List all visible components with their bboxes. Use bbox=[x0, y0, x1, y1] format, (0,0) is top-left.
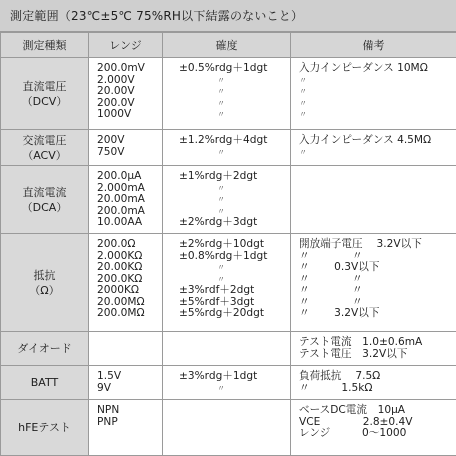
remark-text: テスト電圧 3.2V以下 bbox=[299, 349, 452, 361]
remarks-cell bbox=[291, 400, 456, 456]
ditto-mark: 〃 bbox=[171, 383, 286, 395]
range-value: 200.0KΩ bbox=[97, 274, 158, 286]
range-value: 20.00MΩ bbox=[97, 297, 158, 309]
accuracy-cell bbox=[163, 366, 291, 400]
accuracy-cell bbox=[163, 58, 291, 130]
remark-text: 〃 〃 bbox=[299, 285, 452, 297]
measurement-type-label: ダイオード bbox=[1, 341, 88, 356]
range-value: 2.000V bbox=[97, 75, 158, 87]
measurement-type-label: 交流電圧 bbox=[1, 133, 88, 148]
range-cell bbox=[89, 400, 163, 456]
range-value: PNP bbox=[97, 417, 158, 429]
measurement-type-label: BATT bbox=[1, 375, 88, 390]
remarks-cell bbox=[291, 58, 456, 130]
range-value: 200V bbox=[97, 135, 158, 147]
range-value: 200.0μA bbox=[97, 171, 158, 183]
row-hfe bbox=[1, 400, 456, 456]
accuracy-value: ±5%rdg＋20dgt bbox=[171, 308, 286, 320]
remark-text: 〃 1.5kΩ bbox=[299, 383, 452, 395]
accuracy-cell bbox=[163, 400, 291, 456]
measurement-type-label: （Ω） bbox=[1, 283, 88, 298]
accuracy-value: ±3%rdf＋2dgt bbox=[171, 285, 286, 297]
accuracy-value: ±0.8%rdg＋1dgt bbox=[171, 251, 286, 263]
remark-text: VCE 2.8±0.4V bbox=[299, 417, 452, 429]
remark-text: 入力インピーダンス 10MΩ bbox=[299, 63, 452, 75]
measurement-type-label: （DCA） bbox=[1, 200, 88, 215]
row-resistance bbox=[1, 234, 456, 332]
range-value: 1000V bbox=[97, 109, 158, 121]
accuracy-value: ±1.2%rdg＋4dgt bbox=[171, 135, 286, 147]
header-type: 測定種類 bbox=[1, 33, 89, 58]
range-cell bbox=[89, 366, 163, 400]
header-accuracy: 確度 bbox=[163, 33, 291, 58]
range-value: 20.00KΩ bbox=[97, 262, 158, 274]
measurement-type-label: 直流電圧 bbox=[1, 79, 88, 94]
row-acv bbox=[1, 130, 456, 166]
range-value: 20.00mA bbox=[97, 194, 158, 206]
measurement-type-cell bbox=[1, 400, 89, 456]
row-batt bbox=[1, 366, 456, 400]
measurement-type-label: 直流電流 bbox=[1, 185, 88, 200]
ditto-mark: 〃 bbox=[171, 86, 286, 98]
accuracy-cell bbox=[163, 130, 291, 166]
remarks-cell bbox=[291, 332, 456, 366]
remarks-cell bbox=[291, 130, 456, 166]
measurement-type-label: hFEテスト bbox=[1, 420, 88, 435]
range-value: 9V bbox=[97, 383, 158, 395]
range-value: 200.0Ω bbox=[97, 239, 158, 251]
row-dca bbox=[1, 166, 456, 234]
ditto-mark: 〃 bbox=[171, 183, 286, 195]
ditto-mark: 〃 bbox=[171, 274, 286, 286]
remark-text: レンジ 0〜1000 bbox=[299, 428, 452, 440]
ditto-mark: 〃 bbox=[299, 109, 452, 121]
accuracy-value: ±1%rdg＋2dgt bbox=[171, 171, 286, 183]
row-diode bbox=[1, 332, 456, 366]
accuracy-value: ±2%rdg＋10dgt bbox=[171, 239, 286, 251]
range-value: 1.5V bbox=[97, 371, 158, 383]
ditto-mark: 〃 bbox=[299, 86, 452, 98]
measurement-type-cell bbox=[1, 130, 89, 166]
measurement-type-label: （ACV） bbox=[1, 148, 88, 163]
ditto-mark: 〃 bbox=[171, 98, 286, 110]
range-value: 750V bbox=[97, 147, 158, 159]
accuracy-cell bbox=[163, 234, 291, 332]
range-cell bbox=[89, 58, 163, 130]
ditto-mark: 〃 bbox=[171, 109, 286, 121]
remark-text: 〃 0.3V以下 bbox=[299, 262, 452, 274]
remark-text: テスト電流 1.0±0.6mA bbox=[299, 337, 452, 349]
table-caption: 測定範囲（23℃±5℃ 75%RH以下結露のないこと） bbox=[0, 0, 456, 32]
ditto-mark: 〃 bbox=[299, 98, 452, 110]
measurement-type-label: （DCV） bbox=[1, 94, 88, 109]
range-value: 200.0MΩ bbox=[97, 308, 158, 320]
remark-text: 入力インピーダンス 4.5MΩ bbox=[299, 135, 452, 147]
remark-text: 〃 3.2V以下 bbox=[299, 308, 452, 320]
remark-text: 〃 〃 bbox=[299, 274, 452, 286]
measurement-type-cell bbox=[1, 58, 89, 130]
ditto-mark: 〃 bbox=[171, 194, 286, 206]
range-value: 200.0V bbox=[97, 98, 158, 110]
remarks-cell bbox=[291, 166, 456, 234]
measurement-type-cell bbox=[1, 366, 89, 400]
header-remarks: 備考 bbox=[291, 33, 456, 58]
accuracy-value: ±0.5%rdg＋1dgt bbox=[171, 63, 286, 75]
remark-text: 開放端子電圧 3.2V以下 bbox=[299, 239, 452, 251]
ditto-mark: 〃 bbox=[171, 147, 286, 159]
measurement-type-cell bbox=[1, 234, 89, 332]
remark-text: 〃 〃 bbox=[299, 251, 452, 263]
remark-text: 〃 〃 bbox=[299, 297, 452, 309]
remark-text: 負荷抵抗 7.5Ω bbox=[299, 371, 452, 383]
range-value: NPN bbox=[97, 405, 158, 417]
measurement-type-label: 抵抗 bbox=[1, 268, 88, 283]
measurement-type-cell bbox=[1, 166, 89, 234]
range-value: 200.0mA bbox=[97, 206, 158, 218]
row-dcv bbox=[1, 58, 456, 130]
range-value: 2000KΩ bbox=[97, 285, 158, 297]
range-value: 2.000KΩ bbox=[97, 251, 158, 263]
ditto-mark: 〃 bbox=[299, 75, 452, 87]
accuracy-value: ±2%rdg＋3dgt bbox=[171, 217, 286, 229]
header-range: レンジ bbox=[89, 33, 163, 58]
range-cell bbox=[89, 332, 163, 366]
remarks-cell bbox=[291, 366, 456, 400]
measurement-type-cell bbox=[1, 332, 89, 366]
range-value: 200.0mV bbox=[97, 63, 158, 75]
range-cell bbox=[89, 166, 163, 234]
ditto-mark: 〃 bbox=[299, 147, 452, 159]
range-value: 10.00AA bbox=[97, 217, 158, 229]
remark-text: ベースDC電流 10μA bbox=[299, 405, 452, 417]
accuracy-cell bbox=[163, 332, 291, 366]
remarks-cell bbox=[291, 234, 456, 332]
range-value: 2.000mA bbox=[97, 183, 158, 195]
range-value: 20.00V bbox=[97, 86, 158, 98]
accuracy-cell bbox=[163, 166, 291, 234]
accuracy-value: ±3%rdg＋1dgt bbox=[171, 371, 286, 383]
range-cell bbox=[89, 234, 163, 332]
ditto-mark: 〃 bbox=[171, 75, 286, 87]
ditto-mark: 〃 bbox=[171, 262, 286, 274]
ditto-mark: 〃 bbox=[171, 206, 286, 218]
spec-table bbox=[0, 32, 456, 456]
accuracy-value: ±5%rdf＋3dgt bbox=[171, 297, 286, 309]
range-cell bbox=[89, 130, 163, 166]
header-row bbox=[1, 33, 456, 58]
